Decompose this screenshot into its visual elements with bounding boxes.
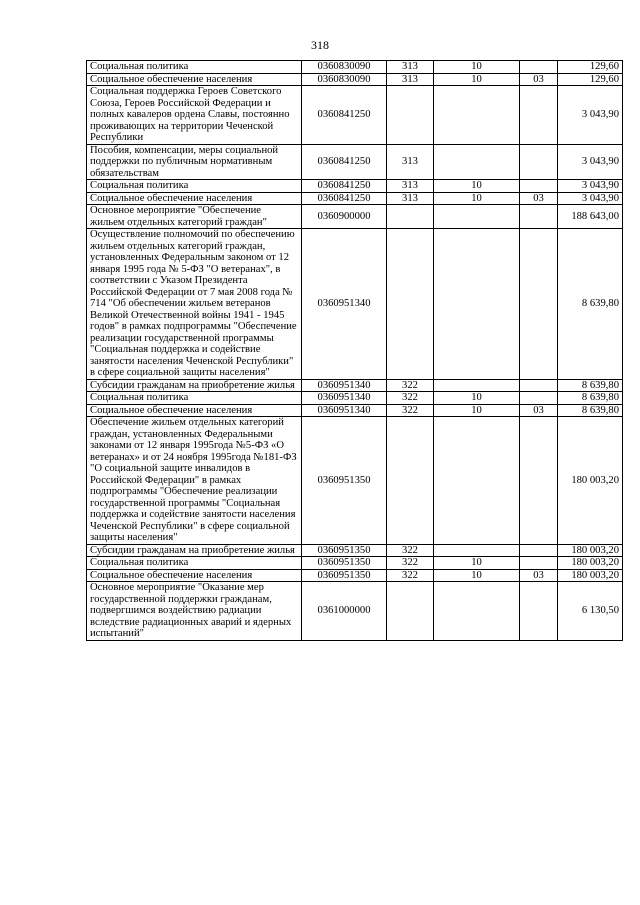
row-vr	[387, 86, 434, 145]
row-code: 0360951340	[302, 392, 387, 405]
row-amount: 8 639,80	[558, 379, 623, 392]
row-pr: 03	[520, 192, 558, 205]
row-rz: 10	[434, 61, 520, 74]
row-amount: 188 643,00	[558, 205, 623, 229]
row-code: 0360951350	[302, 569, 387, 582]
table-row	[87, 392, 623, 405]
row-amount: 8 639,80	[558, 392, 623, 405]
row-pr	[520, 392, 558, 405]
row-rz: 10	[434, 192, 520, 205]
row-name: Социальное обеспечение населения	[87, 569, 302, 582]
row-name: Социальное обеспечение населения	[87, 73, 302, 86]
row-amount: 8 639,80	[558, 229, 623, 380]
row-amount: 180 003,20	[558, 569, 623, 582]
row-name: Социальное обеспечение населения	[87, 192, 302, 205]
row-pr	[520, 417, 558, 545]
table-row	[87, 192, 623, 205]
table-row	[87, 229, 623, 380]
table-row	[87, 404, 623, 417]
row-vr: 313	[387, 144, 434, 180]
row-amount: 3 043,90	[558, 192, 623, 205]
row-rz: 10	[434, 392, 520, 405]
row-rz	[434, 86, 520, 145]
table-row	[87, 86, 623, 145]
row-rz	[434, 417, 520, 545]
row-vr: 313	[387, 73, 434, 86]
row-rz: 10	[434, 180, 520, 193]
row-name: Основное мероприятие "Обеспечение жильем отдельных категорий граждан"	[87, 205, 302, 229]
row-vr: 322	[387, 569, 434, 582]
row-rz: 10	[434, 557, 520, 570]
page-number: 318	[311, 38, 329, 52]
table-row	[87, 379, 623, 392]
row-amount: 129,60	[558, 73, 623, 86]
row-code: 0360951350	[302, 557, 387, 570]
table-row	[87, 544, 623, 557]
row-code: 0360951350	[302, 417, 387, 545]
row-code: 0360951340	[302, 229, 387, 380]
table-row	[87, 582, 623, 641]
row-vr: 322	[387, 557, 434, 570]
row-name: Осуществление полномочий по обеспечению жильем отдельных категорий граждан, установленных Федеральным законом от 12 января 1995 года № 5-ФЗ "О ветеранах", в соответствии с Указом Президента Российской Федерации от 7 мая 2008 года № 714 "Об обеспечении жильем ветеранов Великой Отечественной войны 1941 - 1945 годов" в рамках подпрограммы "Обеспечение реализации государственной программы "Социальная поддержка и содействие занятости населения Чеченской Республики" в сфере социальной защиты населения"	[87, 229, 302, 380]
row-pr	[520, 180, 558, 193]
row-code: 0360841250	[302, 86, 387, 145]
row-rz	[434, 229, 520, 380]
row-rz	[434, 582, 520, 641]
row-amount: 3 043,90	[558, 144, 623, 180]
table-row	[87, 61, 623, 74]
row-amount: 129,60	[558, 61, 623, 74]
row-amount: 6 130,50	[558, 582, 623, 641]
row-code: 0360841250	[302, 192, 387, 205]
row-name: Субсидии гражданам на приобретение жилья	[87, 544, 302, 557]
row-pr	[520, 61, 558, 74]
row-amount: 180 003,20	[558, 557, 623, 570]
row-pr	[520, 86, 558, 145]
row-pr: 03	[520, 404, 558, 417]
row-rz	[434, 144, 520, 180]
row-pr: 03	[520, 569, 558, 582]
row-rz	[434, 379, 520, 392]
row-name: Социальная политика	[87, 392, 302, 405]
row-pr	[520, 582, 558, 641]
row-rz	[434, 205, 520, 229]
row-rz: 10	[434, 73, 520, 86]
table-row	[87, 569, 623, 582]
row-code: 0360900000	[302, 205, 387, 229]
row-amount: 180 003,20	[558, 544, 623, 557]
row-amount: 180 003,20	[558, 417, 623, 545]
row-name: Пособия, компенсации, меры социальной поддержки по публичным нормативным обязательствам	[87, 144, 302, 180]
row-name: Субсидии гражданам на приобретение жилья	[87, 379, 302, 392]
row-pr: 03	[520, 73, 558, 86]
row-name: Социальное обеспечение населения	[87, 404, 302, 417]
row-rz: 10	[434, 404, 520, 417]
row-code: 0360841250	[302, 144, 387, 180]
row-vr: 322	[387, 404, 434, 417]
row-vr: 313	[387, 192, 434, 205]
row-vr: 322	[387, 544, 434, 557]
row-vr: 322	[387, 392, 434, 405]
row-amount: 8 639,80	[558, 404, 623, 417]
row-code: 0360951350	[302, 544, 387, 557]
row-name: Социальная политика	[87, 180, 302, 193]
row-code: 0360841250	[302, 180, 387, 193]
table-row	[87, 205, 623, 229]
row-rz	[434, 544, 520, 557]
row-amount: 3 043,90	[558, 86, 623, 145]
table-row	[87, 180, 623, 193]
row-pr	[520, 379, 558, 392]
table-row	[87, 73, 623, 86]
row-pr	[520, 544, 558, 557]
row-rz: 10	[434, 569, 520, 582]
row-vr: 313	[387, 61, 434, 74]
row-vr: 313	[387, 180, 434, 193]
row-vr	[387, 582, 434, 641]
row-code: 0360830090	[302, 73, 387, 86]
table-row	[87, 417, 623, 545]
budget-table	[86, 60, 623, 641]
row-vr: 322	[387, 379, 434, 392]
row-name: Социальная политика	[87, 61, 302, 74]
row-vr	[387, 205, 434, 229]
row-code: 0360951340	[302, 379, 387, 392]
row-pr	[520, 557, 558, 570]
row-amount: 3 043,90	[558, 180, 623, 193]
row-code: 0360951340	[302, 404, 387, 417]
row-pr	[520, 229, 558, 380]
row-name: Социальная политика	[87, 557, 302, 570]
row-vr	[387, 229, 434, 380]
row-pr	[520, 144, 558, 180]
row-vr	[387, 417, 434, 545]
row-name: Социальная поддержка Героев Советского Союза, Героев Российской Федерации и полных кавалеров ордена Славы, постоянно проживающих на территории Чеченской Республики	[87, 86, 302, 145]
table-row	[87, 144, 623, 180]
row-code: 0361000000	[302, 582, 387, 641]
row-name: Обеспечение жильем отдельных категорий граждан, установленных Федеральными законами от 12 января 1995года №5-ФЗ «О ветеранах» и от 24 ноября 1995года №181-ФЗ "О социальной защите инвалидов в Российской Федерации" в рамках подпрограммы "Обеспечение реализации государственной программы "Социальная поддержка и содействие занятости населения Чеченской Республики" в сфере социальной защиты населения"	[87, 417, 302, 545]
row-name: Основное мероприятие "Оказание мер государственной поддержки гражданам, подвергшимся воздействию радиации вследствие радиационных аварий и ядерных испытаний"	[87, 582, 302, 641]
table-row	[87, 557, 623, 570]
row-code: 0360830090	[302, 61, 387, 74]
row-pr	[520, 205, 558, 229]
